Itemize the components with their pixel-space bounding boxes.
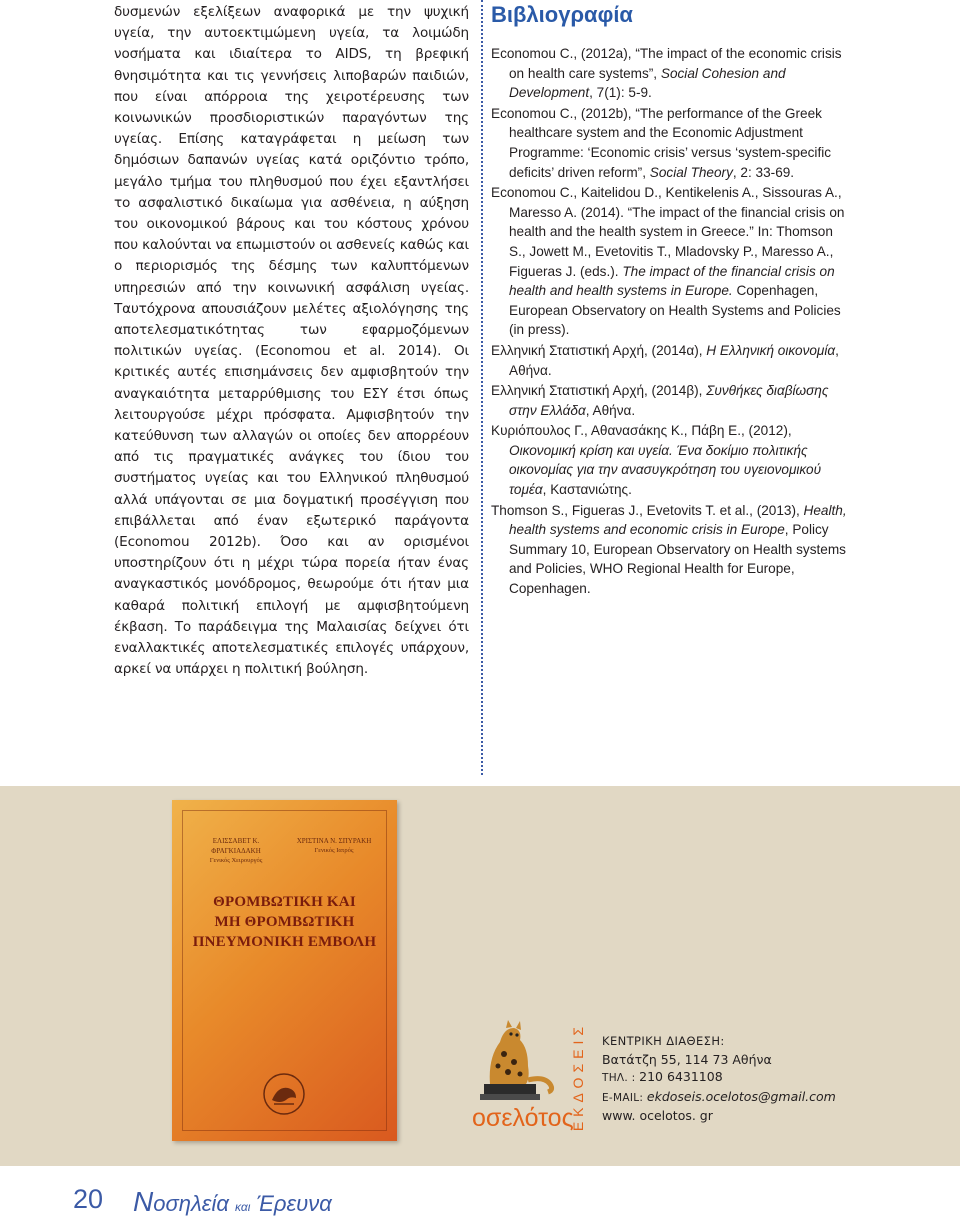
journal-word-2: Έρευνα (256, 1191, 332, 1216)
reference-details: , 2: 33-69. (732, 164, 795, 180)
contact-phone (602, 1068, 836, 1088)
page-number: 20 (73, 1184, 104, 1214)
book-title-line-1: ΘΡΟΜΒΩΤΙΚΗ ΚΑΙ (213, 894, 356, 910)
contact-email (602, 1088, 836, 1108)
reference-entry (491, 341, 849, 380)
reference-title: The impact of the financial crisis on health and health systems in Europe. (509, 263, 835, 299)
book-author-2 (288, 836, 380, 866)
publisher-name: οσελότος (472, 1104, 574, 1132)
reference-text: Economou C., (2012b), “The performance of the Greek healthcare system and the Economic Adjustment Programme: ‘Economic crisis’ versus ‘system-specific deficits’ driven reform”, (491, 105, 832, 180)
reference-details: , Αθήνα. (509, 342, 839, 378)
reference-text: Economou C., (2012a), “The impact of the economic crisis on health care systems”, (491, 46, 842, 81)
book-cover (172, 800, 397, 1141)
reference-title: Οικονομική κρίση και υγεία. Ένα δοκίμιο πολιτικής οικονομίας για την ανασυγκρότηση του υγειονομικού τομέα (509, 442, 822, 498)
reference-details: , Καστανιώτης. (542, 482, 632, 498)
reference-details: , Αθήνα. (585, 402, 636, 418)
body-text-column (114, 2, 469, 681)
reference-entry (491, 183, 849, 340)
reference-text: Κυριόπουλος Γ., Αθανασάκης Κ., Πάβη Ε., (2012), (491, 423, 792, 439)
contact-address: Βατάτζη 55, 114 73 Αθήνα (602, 1051, 772, 1067)
reference-text: Economou C., Kaitelidou D., Kentikelenis A., Sissouras A., Maresso A. (2014). “The impact of the financial crisis on health and the health system in Greece.” In: Thomson S., Jowett M., Evetovitis T., Mladovsky P., Maresso A., Figueras J. (eds.). (491, 185, 845, 279)
reference-details: Copenhagen, European Observatory on Health Systems and Policies (in press). (509, 283, 841, 338)
book-authors (190, 836, 380, 866)
reference-entry (491, 44, 849, 103)
contact-heading: ΚΕΝΤΡΙΚΗ ΔΙΑΘΕΣΗ: (602, 1034, 725, 1048)
reference-title: Social Cohesion and Development (509, 65, 786, 101)
ocelot-emblem-icon (260, 1070, 308, 1118)
reference-entry (491, 501, 849, 599)
journal-word-1: οσηλεία (153, 1191, 229, 1216)
body-paragraph: δυσμενών εξελίξεων αναφορικά με την ψυχική υγεία, την αυτοεκτιμώμενη υγεία, τα λοιμώδη νοσήματα και ιδιαίτερα το AIDS, τη βρεφική θνησιμότητα και τις γεννήσεις λιποβαρών παιδιών, που είναι απόρροια της χειροτέρευσης των κοινωνικών προσδιοριστικών παραγόντων της υγείας. Επίσης καταγράφεται η μείωση των δημόσιων δαπανών υγείας κατά οριζόντιο τρόπο, μεγάλο τμήμα του πληθυσμού που έχει εξαντλήσει το ασφαλιστικό δικαίωμα για ασθένεια, η αύξηση του οικονομικού βάρους και του κόστους χρόνου που καλούνται να επωμιστούν οι ασθενείς καθώς και ο περιορισμός της δέσμης των καλυπτόμενων υπηρεσιών από την κοινωνική ασφάλιση υγείας. Ταυτόχρονα απουσιάζουν μελέτες αξιολόγησης της αποτελεσματικότητας των εφαρμοζόμενων πολιτικών υγείας. (Economou et al. 2014). Οι κριτικές αυτές επισημάνσεις δεν αμφισβητούν την αναγκαιότητα μεταρρύθμισης του ΕΣΥ έτσι όπως λειτουργούσε μέχρι πρόσφατα. Αμφισβητούν την κατεύθυνση των αλλαγών οι οποίες δεν απορρέουν από τις πραγματικές ανάγκες του ίδιου του συστήματος υγείας και του Ελληνικού πληθυσμού αλλά υπάγονται σε μια δογματική προσέγγιση που επιβάλλεται από έναν εξωτερικό παράγοντα (Economou 2012b). Όσο και αν ορισμένοι υποστηρίζουν ότι η μέχρι τώρα πορεία ήταν ένας αναγκαστικός μονόδρομος, θεωρούμε ότι ήταν μια καθαρά πολιτική επιλογή με αμφισβητούμενη έκβαση. Το παράδειγμα της Μαλαισίας δείχνει ότι εναλλακτικές αποτελεσματικές επιλογές υπάρχουν, αρκεί να υπάρχει η πολιτική βούληση. (114, 4, 469, 678)
bibliography-heading: Βιβλιογραφία (491, 2, 633, 27)
column-divider (481, 0, 483, 775)
journal-title (133, 1186, 332, 1218)
reference-text: Thomson S., Figueras J., Evetovits T. et al., (2013), (491, 502, 804, 518)
journal-initial: Ν (133, 1186, 154, 1217)
phone-number: 210 6431108 (639, 1069, 723, 1084)
publisher-vertical-label: ΕΚΔΟΣΕΙΣ (570, 1022, 586, 1132)
reference-title: Social Theory (649, 164, 733, 180)
author-2-name: ΧΡΙΣΤΙΝΑ Ν. ΣΠΥΡΑΚΗ (296, 837, 372, 845)
book-author-1 (190, 836, 282, 866)
email-label: E-MAIL: (602, 1091, 647, 1104)
publisher-contact (602, 1033, 836, 1125)
reference-title: Συνθήκες διαβίωσης στην Ελλάδα (509, 383, 829, 418)
book-title-line-3: ΠΝΕΥΜΟΝΙΚΗ ΕΜΒΟΛΗ (192, 934, 377, 950)
book-advertisement (0, 786, 960, 1166)
email-address[interactable]: ekdoseis.ocelotos@gmail.com (646, 1088, 836, 1104)
reference-details: , 7(1): 5-9. (589, 85, 652, 101)
reference-details: , Policy Summary 10, European Observatory on Health systems and Policies, WHO Regional Health for Europe, Copenhagen. (509, 522, 846, 597)
reference-title: Health, health systems and economic crisis in Europe (509, 502, 847, 538)
reference-title: Η Ελληνική οικονομία (706, 342, 836, 358)
book-title (182, 892, 387, 952)
reference-text: Ελληνική Στατιστική Αρχή, (2014α), (491, 342, 707, 358)
bibliography-section (491, 0, 849, 600)
author-2-role: Γενικός Ιατρός (314, 847, 354, 854)
journal-and: και (235, 1200, 251, 1214)
contact-website[interactable]: www. ocelotos. gr (602, 1108, 713, 1123)
reference-entry (491, 421, 849, 499)
book-title-line-2: ΜΗ ΘΡΟΜΒΩΤΙΚΗ (214, 914, 355, 930)
reference-text: Ελληνική Στατιστική Αρχή, (2014β), (491, 383, 707, 399)
author-1-name: ΕΛΙΣΣΑΒΕΤ Κ. ΦΡΑΓΚΙΑΔΑΚΗ (211, 837, 261, 855)
reference-entry (491, 381, 849, 420)
reference-list (491, 44, 849, 599)
ocelot-logo-icon (470, 1018, 570, 1108)
phone-label: ΤΗΛ. : (602, 1072, 640, 1084)
author-1-role: Γενικός Χειρουργός (209, 857, 263, 864)
reference-entry (491, 104, 849, 182)
